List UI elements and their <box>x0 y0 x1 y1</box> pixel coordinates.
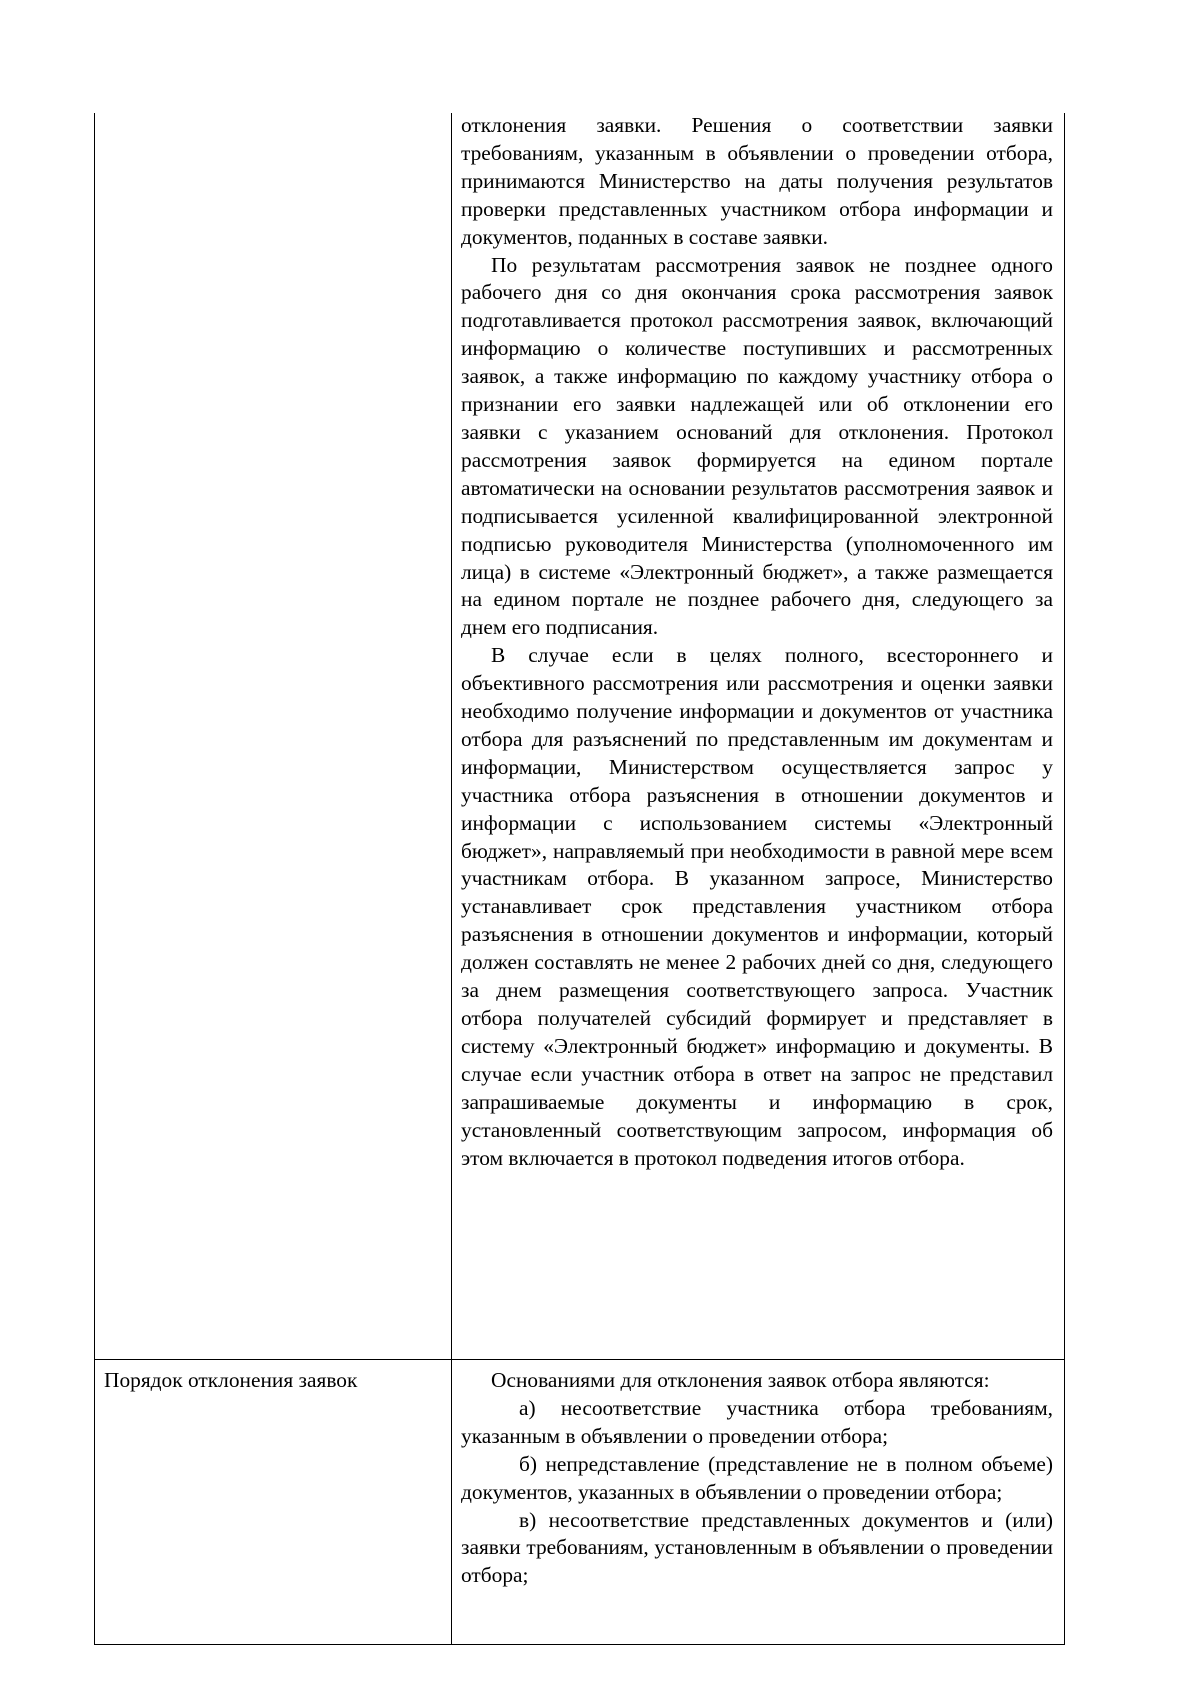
table-left-border <box>94 113 95 1645</box>
table-row-divider <box>94 1359 1065 1360</box>
row2-intro: Основаниями для отклонения заявок отбора являются: <box>491 1368 990 1392</box>
row2-item-c: в) несоответствие представленных документов и (или) заявки требованиям, установленным в объявлении о проведении отбора; <box>461 1507 1053 1588</box>
row2-content-cell <box>461 1367 1053 1590</box>
row1-paragraph-2: По результатам рассмотрения заявок не позднее одного рабочего дня со дня окончания срока рассмотрения заявок подготавливается протокол рассмотрения заявок, включающий информацию о количестве поступивших и рассмотренных заявок, а также информацию по каждому участнику отбора о признании его заявки надлежащей или об отклонении его заявки с указанием оснований для отклонения. Протокол рассмотрения заявок формируется на едином портале автоматически на основании результатов рассмотрения заявок и подписывается усиленной квалифицированной электронной подписью руководителя Министерства (уполномоченного им лица) в системе «Электронный бюджет», а также размещается на едином портале не позднее рабочего дня, следующего за днем его подписания. <box>461 252 1053 640</box>
row1-paragraph-1: отклонения заявки. Решения о соответствии заявки требованиям, указанным в объявлении о проведении отбора, принимаются Министерство на даты получения результатов проверки представленных участником отбора информации и документов, поданных в составе заявки. <box>461 113 1053 249</box>
row2-item-b: б) непредставление (представление не в полном объеме) документов, указанных в объявлении о проведении отбора; <box>461 1451 1053 1504</box>
table-column-divider <box>451 113 452 1645</box>
document-table <box>94 113 1065 1645</box>
table-bottom-border <box>94 1644 1065 1645</box>
row2-item-a: а) несоответствие участника отбора требованиям, указанным в объявлении о проведении отбора; <box>461 1395 1053 1448</box>
row2-label-cell <box>104 1367 444 1395</box>
row1-content-cell <box>461 112 1053 1172</box>
row1-paragraph-3: В случае если в целях полного, всестороннего и объективного рассмотрения или рассмотрения и оценки заявки необходимо получение информации и документов от участника отбора для разъяснений по представленным им документам и информации, Министерством осуществляется запрос у участника отбора разъяснения в отношении документов и информации с использованием системы «Электронный бюджет», направляемый при необходимости в равной мере всем участникам отбора. В указанном запросе, Министерство устанавливает срок представления участником отбора разъяснения в отношении документов и информации, который должен составлять не менее 2 рабочих дней со дня, следующего за днем размещения соответствующего запроса. Участник отбора получателей субсидий формирует и представляет в систему «Электронный бюджет» информацию и документы. В случае если участник отбора в ответ на запрос не представил запрашиваемые документы и информацию в срок, установленный соответствующим запросом, информация об этом включается в протокол подведения итогов отбора. <box>461 643 1053 1170</box>
row2-label: Порядок отклонения заявок <box>104 1368 358 1392</box>
table-right-border <box>1064 113 1065 1645</box>
